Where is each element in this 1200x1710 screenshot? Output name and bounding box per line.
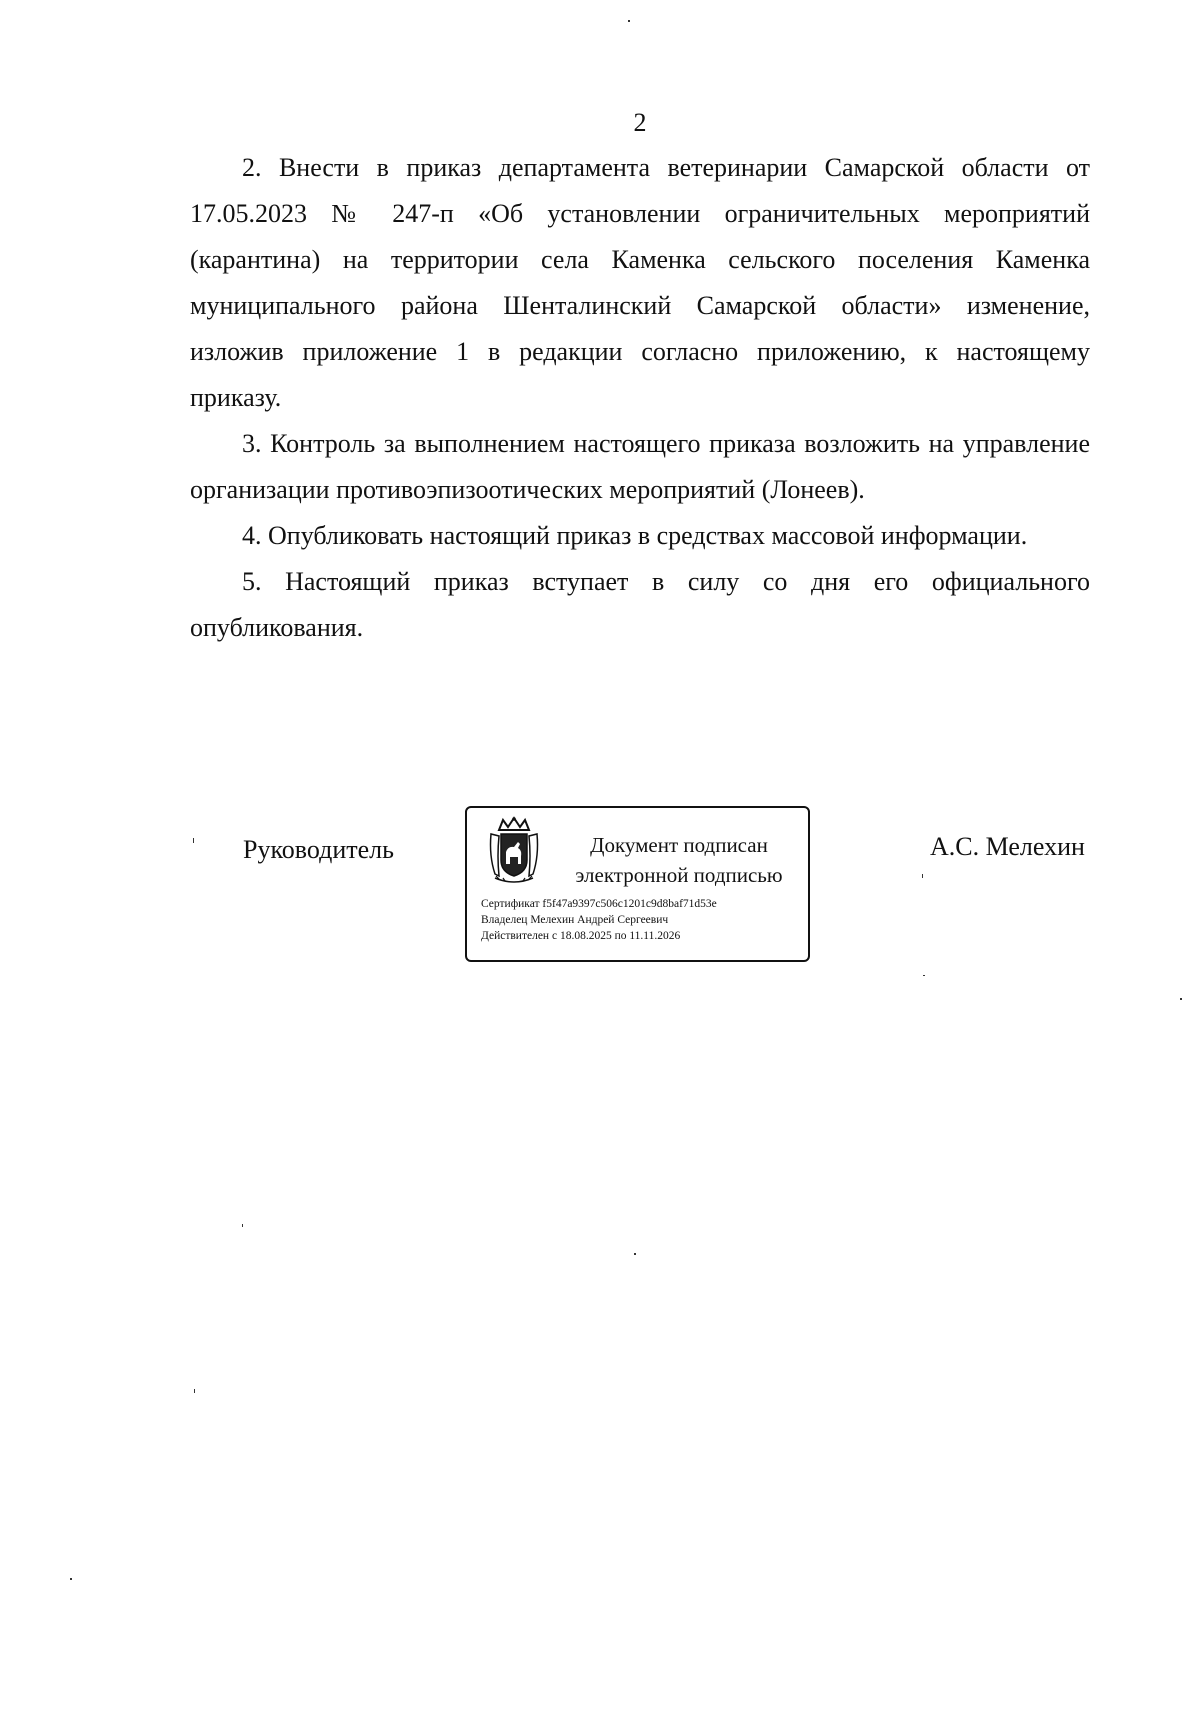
scan-speck — [923, 975, 925, 976]
scan-speck — [1180, 998, 1182, 1000]
scan-speck — [70, 1578, 72, 1580]
document-body — [190, 145, 1090, 651]
stamp-validity: Действителен с 18.08.2025 по 11.11.2026 — [481, 930, 681, 942]
electronic-signature-stamp — [465, 806, 810, 962]
signer-position: Руководитель — [243, 835, 394, 864]
scan-speck — [634, 1253, 636, 1255]
paragraph-3: 3. Контроль за выполнением настоящего приказа возложить на управление организации противоэпизоотических мероприятий (Лонеев). — [190, 429, 1090, 504]
scan-speck — [922, 874, 923, 878]
paragraph-4: 4. Опубликовать настоящий приказ в средствах массовой информации. — [242, 521, 1028, 550]
samara-coat-of-arms-icon — [485, 816, 543, 884]
paragraph-5: 5. Настоящий приказ вступает в силу со дня его официального опубликования. — [190, 567, 1090, 642]
paragraph-2: 2. Внести в приказ департамента ветеринарии Самарской области от 17.05.2023 № 247-п «Об установлении ограничительных мероприятий (карантина) на территории села Каменка сельского поселения Каменка муниципального района Шенталинский Самарской области» изменение, изложив приложение 1 в редакции согласно приложению, к настоящему приказу. — [190, 153, 1090, 412]
stamp-owner: Владелец Мелехин Андрей Сергеевич — [481, 914, 669, 926]
signer-name: А.С. Мелехин — [930, 832, 1085, 861]
scan-speck — [628, 20, 630, 22]
stamp-title-line-1: Документ подписан — [590, 833, 768, 857]
stamp-title-line-2: электронной подписью — [575, 863, 783, 887]
stamp-certificate: Сертификат f5f47a9397c506c1201c9d8baf71d53e — [481, 898, 717, 910]
scan-speck — [242, 1224, 243, 1227]
stamp-details — [481, 896, 801, 944]
scan-speck — [193, 838, 194, 843]
page-number: 2 — [633, 108, 647, 137]
scan-speck — [194, 1389, 195, 1393]
stamp-title — [559, 830, 799, 890]
